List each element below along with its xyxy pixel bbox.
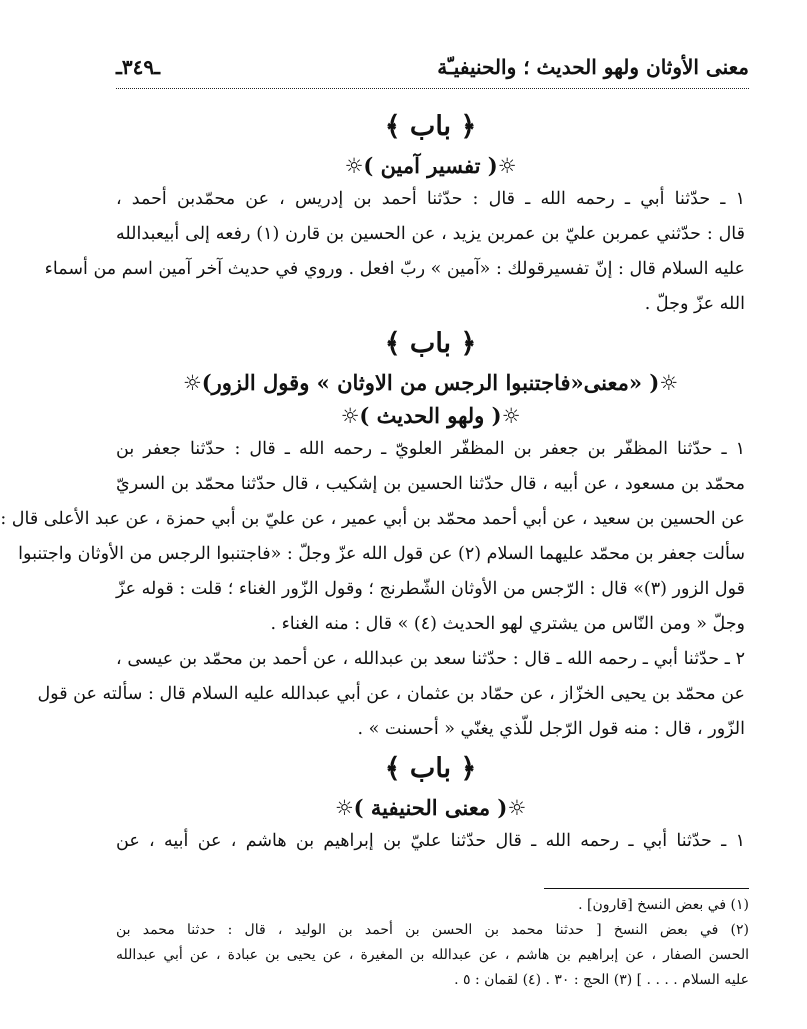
header-divider [116, 88, 749, 89]
text-line: قول الزور (٣)» قال : الرّجس من الأوثان الشّطرنج ؛ وقول الزّور الغناء ؛ قلت : قوله عزّ [116, 579, 745, 599]
text-line: الله عزّ وجلّ . [644, 294, 745, 314]
chapter-heading: ﴿ باب ﴾ [384, 753, 477, 784]
chapter-subtitle: ☼( ولهو الحديث )☼ [340, 403, 521, 428]
section-tafsir-amin [44, 105, 745, 322]
footnote: (١) في بعض النسخ [قارون] . [578, 897, 749, 913]
text-line: وجلّ « ومن النّاس من يشتري لهو الحديث (٤) » قال : منه الغناء . [270, 614, 745, 634]
page-body [0, 105, 745, 859]
page-number: ـ٣٤٩ـ [116, 55, 160, 79]
footnote: (٢) في بعض النسخ [ حدثنا محمد بن الحسن بن أحمد بن الوليد ، قال : حدثنا محمد بن [116, 922, 749, 938]
running-title: معنى الأوثان ولهو الحديث ؛ والحنيفيـّة [437, 55, 749, 79]
chapter-subtitle: ☼( تفسير آمين )☼ [344, 153, 517, 178]
chapter-subtitle: ☼( «معنى«فاجتنبوا الرجس من الاوثان » وقول الزور)☼ [182, 370, 679, 395]
text-line: قال : حدّثني عمربن عليّ بن عمربن يزيد ، عن الحسين بن قارن (١) رفعه إلى أبيعبدالله [116, 224, 745, 244]
text-line: الزّور ، قال : منه قول الرّجل للّذي يغنّي « أحسنت » . [357, 719, 745, 739]
chapter-heading: ﴿ باب ﴾ [384, 328, 477, 359]
text-line: محمّد بن مسعود ، عن أبيه ، قال حدّثنا الحسين بن إشكيب ، قال حدّثنا محمّد بن السريّ [116, 474, 745, 494]
text-line: ١ ـ حدّثنا المظفّر بن جعفر بن المظفّر العلويّ ـ رحمه الله ـ قال : حدّثنا جعفر بن [116, 439, 745, 459]
text-line: عليه السلام قال : إنّ تفسيرقولك : «آمين » ربّ افعل . وروي في حديث آخر آمين اسم من أسماء [44, 259, 745, 279]
footnote: عليه السلام . . . . ] (٣) الحج : ٣٠ . (٤) لقمان : ٥ . [454, 972, 749, 988]
footnote: الحسن الصفار ، عن إبراهيم بن هاشم ، عن عبدالله بن المغيرة ، عن يحيى بن عبادة ، عن أبي عبدالله [116, 947, 749, 963]
text-line: سألت جعفر بن محمّد عليهما السلام (٢) عن قول الله عزّ وجلّ : «فاجتنبوا الرجس من الأوثان واجتنبوا [18, 544, 745, 564]
text-line: عن محمّد بن يحيى الخزّاز ، عن حمّاد بن عثمان ، عن أبي عبدالله عليه السلام قال : سألته عن قول [37, 684, 745, 704]
footnote-divider [544, 888, 749, 889]
text-line: ١ ـ حدّثنا أبي ـ رحمه الله ـ قال : حدّثنا أحمد بن إدريس ، عن محمّدبن أحمد ، [116, 189, 745, 209]
text-line: عن الحسين بن سعيد ، عن أبي أحمد محمّد بن أبي عمير ، عن عليّ بن أبي حمزة ، عن عبد الأعلى قال : [0, 509, 745, 529]
section-awthan [0, 322, 745, 747]
text-line: ٢ ـ حدّثنا أبي ـ رحمه الله ـ قال : حدّثنا سعد بن عبدالله ، عن أحمد بن محمّد بن عيسى ، [116, 649, 745, 669]
section-hanifiyya [116, 747, 745, 859]
chapter-heading: ﴿ باب ﴾ [384, 111, 477, 142]
running-header [116, 48, 749, 86]
chapter-subtitle: ☼( معنى الحنيفية )☼ [334, 795, 527, 820]
footnotes [116, 888, 749, 993]
text-line: ١ ـ حدّثنا أبي ـ رحمه الله ـ قال حدّثنا عليّ بن إبراهيم بن هاشم ، عن أبيه ، عن [116, 831, 745, 851]
